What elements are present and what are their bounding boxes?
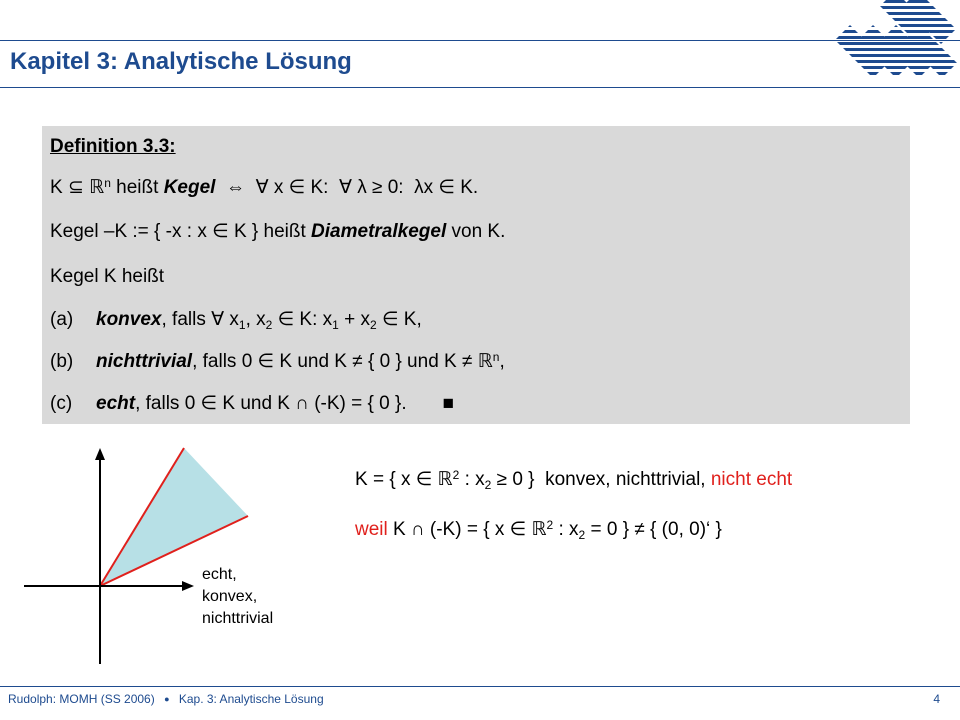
item-a-sub3: 1 <box>332 318 339 332</box>
definition-box <box>42 126 910 424</box>
ex2-sup: 2 <box>546 518 554 532</box>
footer-source: Rudolph: MOMH (SS 2006) <box>8 692 155 706</box>
item-a-text3: ∈ K: x <box>272 309 333 330</box>
item-a-sub1: 1 <box>238 318 246 332</box>
figure-caption <box>202 564 273 630</box>
ex1-post: ≥ 0 } konvex, nichttrivial, <box>491 469 711 490</box>
item-b-text2: , <box>499 351 505 372</box>
definition-line-cone <box>50 176 478 199</box>
x-axis-left-extension <box>20 580 90 592</box>
item-c-label: (c) <box>50 393 73 414</box>
example-line-2 <box>355 518 722 541</box>
item-c-term: echt <box>96 393 136 414</box>
cone-mid: heißt <box>110 177 164 198</box>
ex1-pre: K = { x ∈ ℝ <box>355 469 453 490</box>
footer-bullet-icon: ● <box>164 694 170 704</box>
definition-item-a <box>50 308 422 331</box>
definition-heading-text: Definition 3.3: <box>50 136 176 157</box>
page-number: 4 <box>933 692 940 706</box>
item-b-text1: , falls 0 ∈ K und K ≠ { 0 } und K ≠ ℝ <box>192 351 493 372</box>
diametral-post: von K. <box>446 221 506 242</box>
item-a-text5: ∈ K, <box>376 309 422 330</box>
y-axis-arrow <box>95 448 105 460</box>
footer <box>8 692 324 706</box>
title-rule-bottom <box>0 87 960 88</box>
ex1-not-proper: nicht echt <box>710 469 793 490</box>
definition-heading <box>50 136 176 158</box>
item-a-sub2: 2 <box>265 318 273 332</box>
footer-rule <box>0 686 960 687</box>
example-line-1 <box>355 468 792 491</box>
item-b-sup: n <box>492 350 500 364</box>
title-rule-top <box>0 40 960 41</box>
university-logo <box>820 0 960 100</box>
caption-nichttrivial: nichttrivial <box>202 610 274 627</box>
item-b-term: nichttrivial <box>96 351 193 372</box>
cone-term: Kegel <box>163 177 216 198</box>
diametral-term: Diametralkegel <box>311 221 447 242</box>
item-c-text1: , falls 0 ∈ K und K ∩ (-K) = { 0 }. <box>135 393 407 414</box>
qed-symbol: ■ <box>442 393 455 414</box>
ex2-pre: K ∩ (-K) = { x ∈ ℝ <box>387 519 547 540</box>
title-bar <box>0 0 960 100</box>
item-a-text1: , falls ∀ x <box>161 309 239 330</box>
cone-figure <box>80 440 280 670</box>
item-a-label: (a) <box>50 309 74 330</box>
definition-item-c <box>50 392 454 415</box>
page-title: Kapitel 3: Analytische Lösung <box>10 48 352 75</box>
diametral-pre: Kegel –K := { -x : x ∈ K } heißt <box>50 221 312 242</box>
caption-konvex: konvex, <box>202 588 258 605</box>
definition-line-diametral <box>50 220 505 243</box>
logo-stripes <box>835 0 957 78</box>
ex2-post: = 0 } ≠ { (0, 0)‘ } <box>585 519 722 540</box>
x-axis-arrow <box>182 581 194 591</box>
item-a-text2: , x <box>245 309 266 330</box>
ex1-sup: 2 <box>452 468 460 482</box>
item-a-term: konvex <box>96 309 162 330</box>
ex2-mid: : x <box>553 519 579 540</box>
cone-post: ⇔ ∀ x ∈ K: ∀ λ ≥ 0: λx ∈ K. <box>215 177 479 198</box>
cone-sup: n <box>104 176 111 190</box>
caption-echt: echt, <box>202 566 237 583</box>
definition-line-kegel: Kegel K heißt <box>50 266 165 287</box>
ex2-sub: 2 <box>578 528 586 542</box>
item-a-text4: + x <box>338 309 371 330</box>
ex1-sub: 2 <box>484 478 492 492</box>
cone-pre: K ⊆ ℝ <box>50 177 105 198</box>
item-b-label: (b) <box>50 351 74 372</box>
footer-chapter: Kap. 3: Analytische Lösung <box>178 692 324 706</box>
ex1-mid: : x <box>459 469 485 490</box>
ex2-because: weil <box>355 519 388 540</box>
item-a-sub4: 2 <box>370 318 377 332</box>
definition-item-b <box>50 350 505 373</box>
